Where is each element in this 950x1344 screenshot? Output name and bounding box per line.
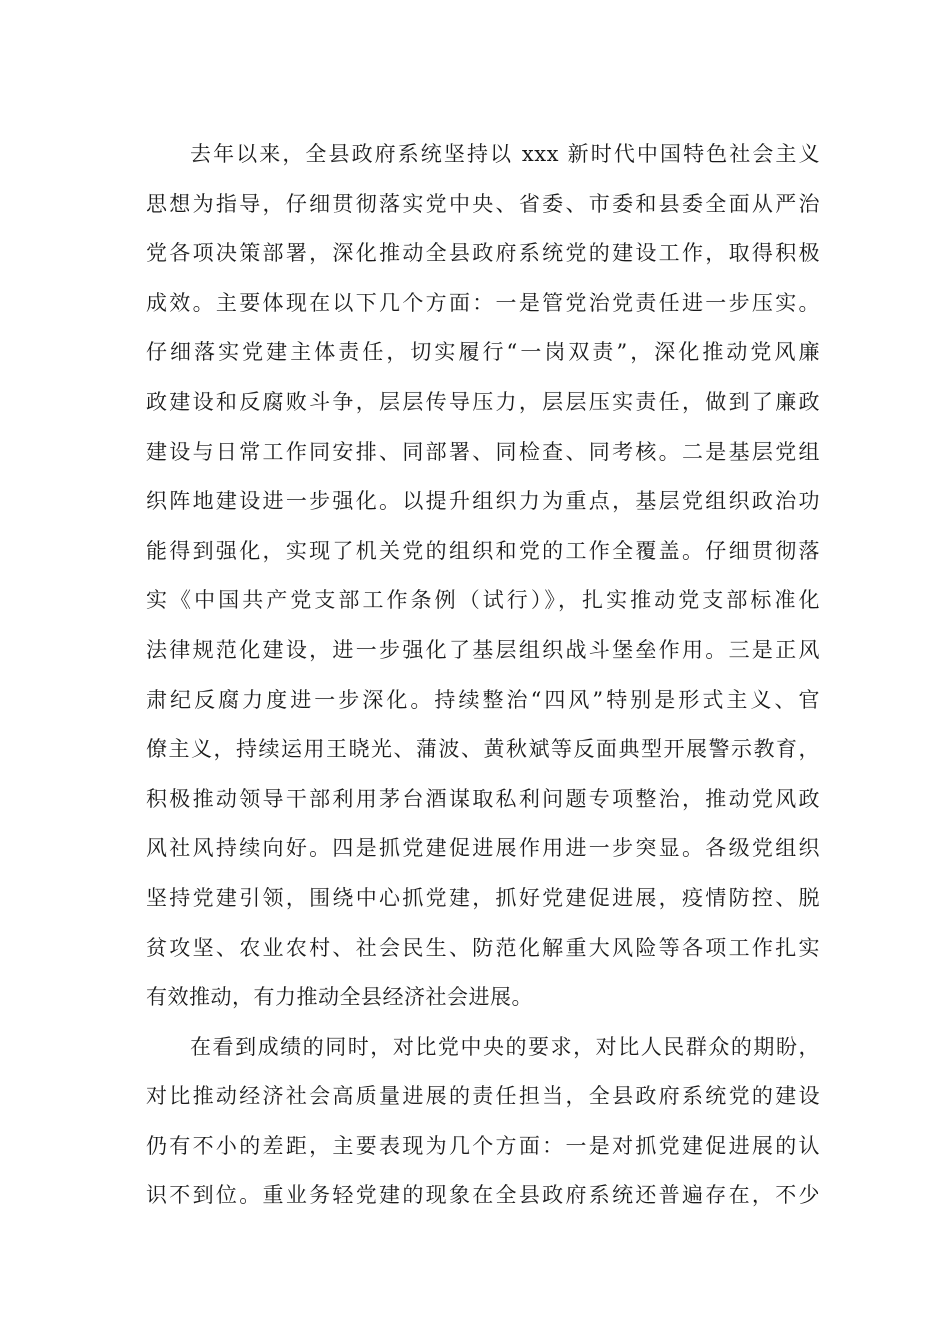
text-line: 建设与日常工作同安排、同部署、同检查、同考核。二是基层党组 <box>146 439 820 464</box>
text-line: 僚主义，持续运用王晓光、蒲波、黄秋斌等反面典型开展警示教育， <box>146 737 820 762</box>
text-line: 织阵地建设进一步强化。以提升组织力为重点，基层党组织政治功 <box>146 489 820 514</box>
text-line: 政建设和反腐败斗争，层层传导压力，层层压实责任，做到了廉政 <box>146 389 820 414</box>
paragraph-1 <box>146 130 820 1023</box>
text-line: 肃纪反腐力度进一步深化。持续整治“四风”特别是形式主义、官 <box>146 687 820 712</box>
text-line: 在看到成绩的同时，对比党中央的要求，对比人民群众的期盼， <box>190 1034 820 1059</box>
text-line: 仍有不小的差距，主要表现为几个方面：一是对抓党建促进展的认 <box>146 1133 820 1158</box>
text-line: 贫攻坚、农业农村、社会民生、防范化解重大风险等各项工作扎实 <box>146 935 820 960</box>
text-line: 能得到强化，实现了机关党的组织和党的工作全覆盖。仔细贯彻落 <box>146 538 820 563</box>
text-line: 识不到位。重业务轻党建的现象在全县政府系统还普遍存在，不少 <box>146 1183 820 1208</box>
document-body <box>146 130 820 1221</box>
text-line: 风社风持续向好。四是抓党建促进展作用进一步突显。各级党组织 <box>146 836 820 861</box>
text-line: 仔细落实党建主体责任，切实履行“一岗双责”，深化推动党风廉 <box>146 340 820 365</box>
text-line: 思想为指导，仔细贯彻落实党中央、省委、市委和县委全面从严治 <box>146 191 820 216</box>
text-line: 党各项决策部署，深化推动全县政府系统党的建设工作，取得积极 <box>146 241 820 266</box>
paragraph-2 <box>146 1023 820 1221</box>
text-line: 有效推动，有力推动全县经济社会进展。 <box>146 985 533 1010</box>
text-line: 法律规范化建设，进一步强化了基层组织战斗堡垒作用。三是正风 <box>146 637 820 662</box>
text-line: 实《中国共产党支部工作条例（试行）》，扎实推动党支部标准化 <box>146 588 820 613</box>
text-line: 成效。主要体现在以下几个方面：一是管党治党责任进一步压实。 <box>146 290 820 315</box>
text-line: 对比推动经济社会高质量进展的责任担当，全县政府系统党的建设 <box>146 1084 820 1109</box>
text-line: 积极推动领导干部利用茅台酒谋取私利问题专项整治，推动党风政 <box>146 786 820 811</box>
text-line: 去年以来，全县政府系统坚持以 xxx 新时代中国特色社会主义 <box>190 142 820 166</box>
text-line: 坚持党建引领，围绕中心抓党建，抓好党建促进展，疫情防控、脱 <box>146 885 820 910</box>
